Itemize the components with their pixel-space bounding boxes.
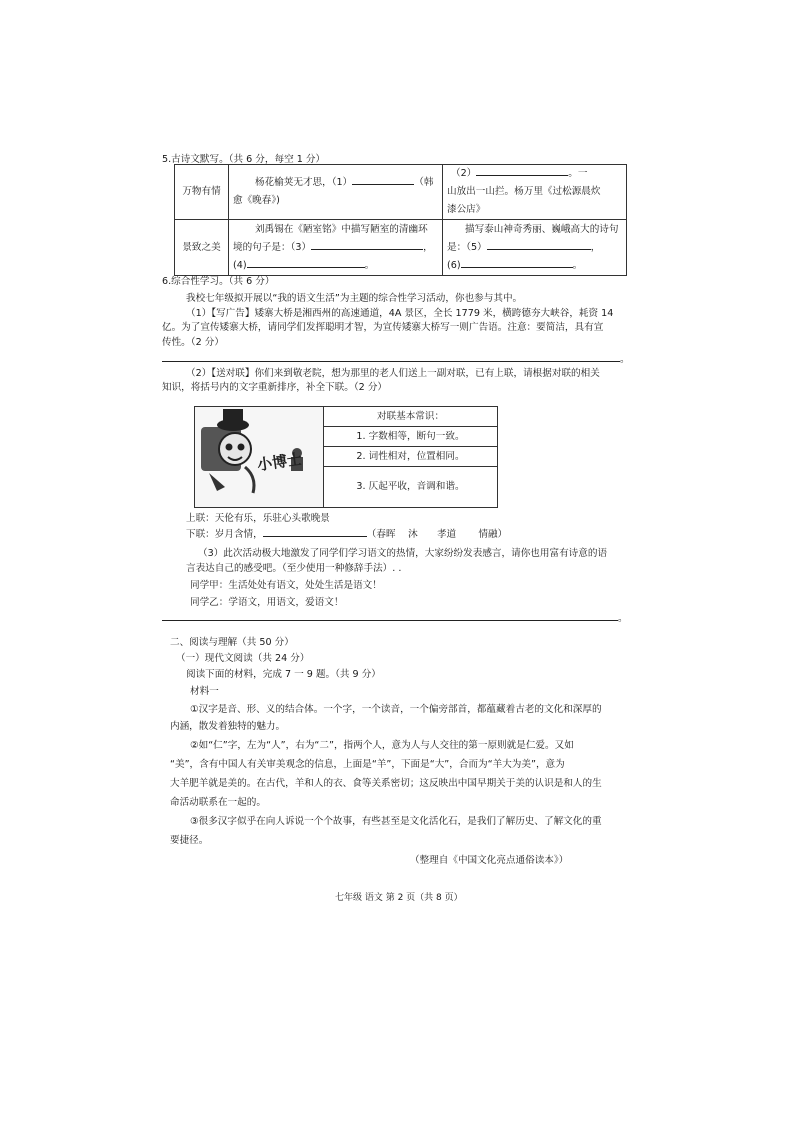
material-label: 材料一 — [190, 686, 219, 697]
q6-part2-line1: （2）【送对联】你们来到敬老院，想为那里的老人们送上一副对联，已有上联，请根据对联的相关 — [186, 368, 600, 379]
category-cell: 万物有情 — [175, 165, 229, 220]
couplet-box — [194, 406, 498, 508]
q6-title: 6.综合性学习。（共 6 分） — [162, 276, 275, 287]
answer-blank-4[interactable] — [247, 267, 365, 268]
para2-line3: 大羊肥羊就是美的。在古代，羊和人的衣、食等关系密切；这反映出中国早期关于美的认识是和人的生 — [170, 778, 602, 789]
para3-line1: ③很多汉字似乎在向人诉说一个个故事，有些甚至是文化活化石，是我们了解历史、了解文化的重 — [190, 816, 602, 827]
cell-text: 描写泰山神奇秀丽、巍峨高大的诗句 — [465, 223, 619, 235]
cell-text: 。一 — [568, 168, 588, 179]
part2-title: 二、阅读与理解（共 50 分） — [170, 637, 294, 648]
lower-couplet — [186, 526, 507, 540]
category-cell: 景致之美 — [175, 220, 229, 276]
q6-part1-line3: 传性。（2 分） — [162, 337, 224, 348]
para2-line4: 命活动联系在一起的。 — [170, 797, 266, 808]
para1-line1: ①汉字是音、形、义的结合体。一个字，一个读音，一个偏旁部首，都蕴藏着古老的文化和深厚的 — [190, 704, 602, 715]
q6-part3-line1: （3）此次活动极大地激发了同学们学习语文的热情，大家纷纷发表感言，请你也用富有诗意的语 — [198, 548, 608, 559]
para2-line2: “美”，含有中国人有关审美观念的信息，上面是“羊”，下面是“大”，合而为“羊大为美”，意为 — [170, 759, 565, 770]
cell-text: 。 — [364, 259, 375, 271]
source-citation: （整理自《中国文化亮点通俗读本》） — [410, 855, 569, 866]
cell-text: 杨花榆荚无才思，（1） — [255, 177, 353, 188]
lower-prefix: 下联：岁月含情， — [186, 529, 263, 540]
rules-title: 对联基本常识： — [324, 407, 497, 427]
para1-line2: 内涵，散发着独特的魅力。 — [170, 721, 286, 732]
q6-part1-line2: 亿。为了宣传矮寨大桥，请同学们发挥聪明才智，为宣传矮寨大桥写一则广告语。注意：要简洁，具有宣 — [162, 322, 604, 333]
cell-text: (6) — [447, 259, 461, 271]
cell-text: 。 — [572, 259, 583, 271]
answer-blank-3[interactable] — [311, 249, 423, 250]
rule-3: 3. 仄起平收，音调和谐。 — [356, 481, 465, 492]
cell-text: 刘禹锡在《陋室铭》中描写陋室的清幽环 — [255, 223, 428, 235]
q6-part2-line2: 知识，将括号内的文字重新排序，补全下联。（2 分） — [162, 382, 388, 393]
q6-part3-line2: 言表达自己的感受吧。（至少使用一种修辞手法）. . — [186, 563, 402, 574]
cell-text: 山放出一山拦。杨万里《过松源晨炊 — [447, 186, 601, 197]
student-a: 同学甲：生活处处有语文，处处生活是语文！ — [190, 580, 382, 591]
answer-line-feeling[interactable] — [162, 608, 628, 624]
part2-subtitle: （一）现代文阅读（共 24 分） — [176, 653, 310, 664]
cell-text: （2） — [451, 168, 477, 179]
q5-title: 5.古诗文默写。（共 6 分，每空 1 分） — [162, 154, 326, 165]
left-cell — [229, 165, 443, 220]
left-cell — [229, 220, 443, 276]
logo-text: 小博士 — [256, 449, 304, 475]
rule-1: 1. 字数相等，断句一致。 — [324, 427, 497, 447]
para3-line2: 要捷径。 — [170, 835, 209, 846]
cell-text: (4) — [233, 259, 247, 271]
right-cell — [443, 165, 627, 220]
end-mark: 。 — [620, 354, 630, 365]
answer-blank-6[interactable] — [461, 267, 573, 268]
upper-couplet: 上联：天伦有乐，乐驻心头歌晚景 — [186, 513, 330, 524]
poem-table — [174, 164, 627, 276]
right-cell — [443, 220, 627, 276]
answer-blank-couplet[interactable] — [263, 536, 367, 537]
page-footer: 七年级 语文 第 2 页（共 8 页） — [335, 893, 463, 903]
cell-text: （韩 — [414, 177, 434, 188]
cell-text: 漆公店》 — [447, 204, 486, 215]
rules-panel — [324, 407, 497, 507]
q6-intro: 我校七年级拟开展以“我的语文生活”为主题的综合性学习活动，你也参与其中。 — [186, 293, 523, 304]
rule-2: 2. 词性相对，位置相同。 — [324, 447, 497, 467]
answer-line-ad[interactable] — [162, 349, 630, 365]
cell-text: 愈《晚春》) — [233, 195, 280, 206]
lower-suffix: （春晖 沐 孝道 情融） — [366, 529, 508, 540]
cell-text: 境的句子是：（3） — [233, 241, 312, 253]
answer-blank-2[interactable] — [476, 175, 568, 176]
end-mark: 。 — [618, 613, 628, 624]
cell-text: ， — [423, 241, 433, 253]
answer-blank-5[interactable] — [487, 249, 591, 250]
cell-text: ， — [590, 241, 601, 253]
q6-part1-line1: （1）【写广告】矮寨大桥是湘西州的高速通道，4A 景区，全长 1779 米，横跨德夯大峡谷，耗资 14 — [186, 308, 614, 319]
cell-text: 是：（5） — [447, 241, 487, 253]
student-b: 同学乙：学语文，用语文，爱语文！ — [190, 597, 344, 608]
part2-instruction: 阅读下面的材料，完成 7 一 9 题。（共 9 分） — [186, 669, 381, 680]
cartoon-image — [195, 407, 324, 507]
answer-blank-1[interactable] — [352, 184, 414, 185]
para2-line1: ②如“仁”字，左为“人”，右为“二”，指两个人，意为人与人交往的第一原则就是仁爱。又如 — [190, 740, 574, 751]
